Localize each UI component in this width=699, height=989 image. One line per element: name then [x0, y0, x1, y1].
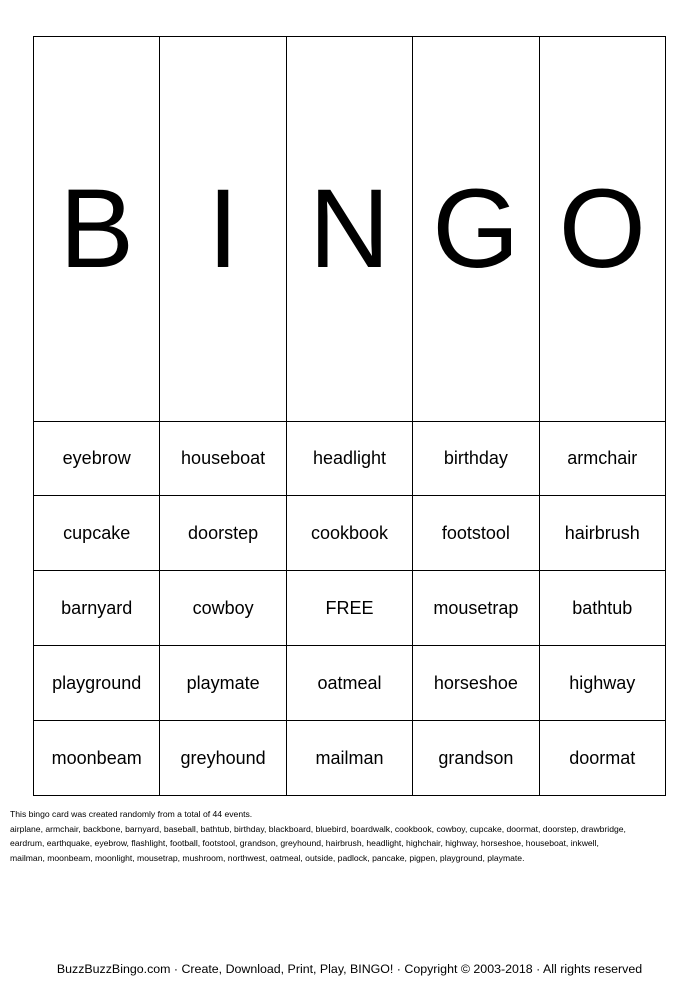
- footnote-event-list-line: airplane, armchair, backbone, barnyard, baseball, bathtub, birthday, blackboard, bluebird, boardwalk, cookbook, cowboy, cupcake, doormat, doorstep, drawbridge,: [10, 823, 626, 834]
- bingo-cell: playground: [34, 646, 160, 721]
- bingo-cell: houseboat: [160, 421, 286, 496]
- header-letter-i: I: [160, 37, 286, 422]
- bingo-row-2: [34, 496, 666, 571]
- bingo-cell: moonbeam: [34, 721, 160, 796]
- footnote-event-list-line: eardrum, earthquake, eyebrow, flashlight, football, footstool, grandson, greyhound, hairbrush, headlight, highchair, highway, horseshoe, houseboat, inkwell,: [10, 838, 599, 849]
- bingo-cell: headlight: [286, 421, 412, 496]
- footnote-event-list-line: mailman, moonbeam, moonlight, mousetrap, mushroom, northwest, oatmeal, outside, padlock, pancake, pigpen, playground, playmate.: [10, 852, 525, 863]
- bingo-cell: grandson: [413, 721, 539, 796]
- bingo-card: [33, 36, 666, 796]
- bingo-cell: horseshoe: [413, 646, 539, 721]
- bingo-cell: doorstep: [160, 496, 286, 571]
- bingo-cell: cookbook: [286, 496, 412, 571]
- bingo-cell: cupcake: [34, 496, 160, 571]
- bingo-row-5: [34, 721, 666, 796]
- bingo-cell: hairbrush: [539, 496, 665, 571]
- header-letter-b: B: [34, 37, 160, 422]
- bingo-header-row: [34, 37, 666, 422]
- bingo-cell: playmate: [160, 646, 286, 721]
- bingo-row-1: [34, 421, 666, 496]
- header-letter-g: G: [413, 37, 539, 422]
- bingo-row-3: [34, 571, 666, 646]
- bingo-cell: cowboy: [160, 571, 286, 646]
- bingo-cell: mousetrap: [413, 571, 539, 646]
- bingo-cell: mailman: [286, 721, 412, 796]
- bingo-row-4: [34, 646, 666, 721]
- bingo-cell: doormat: [539, 721, 665, 796]
- bingo-cell: armchair: [539, 421, 665, 496]
- copyright-footer: BuzzBuzzBingo.com · Create, Download, Print, Play, BINGO! · Copyright © 2003-2018 · All rights reserved: [56, 962, 643, 976]
- bingo-cell: greyhound: [160, 721, 286, 796]
- footnote-intro: This bingo card was created randomly from a total of 44 events.: [10, 809, 253, 819]
- bingo-cell: oatmeal: [286, 646, 412, 721]
- bingo-cell: footstool: [413, 496, 539, 571]
- bingo-cell: birthday: [413, 421, 539, 496]
- header-letter-n: N: [286, 37, 412, 422]
- bingo-cell: bathtub: [539, 571, 665, 646]
- header-letter-o: O: [539, 37, 665, 422]
- bingo-cell: barnyard: [34, 571, 160, 646]
- free-space-cell: FREE: [286, 571, 412, 646]
- bingo-cell: highway: [539, 646, 665, 721]
- event-list-footnote: [10, 807, 690, 865]
- bingo-cell: eyebrow: [34, 421, 160, 496]
